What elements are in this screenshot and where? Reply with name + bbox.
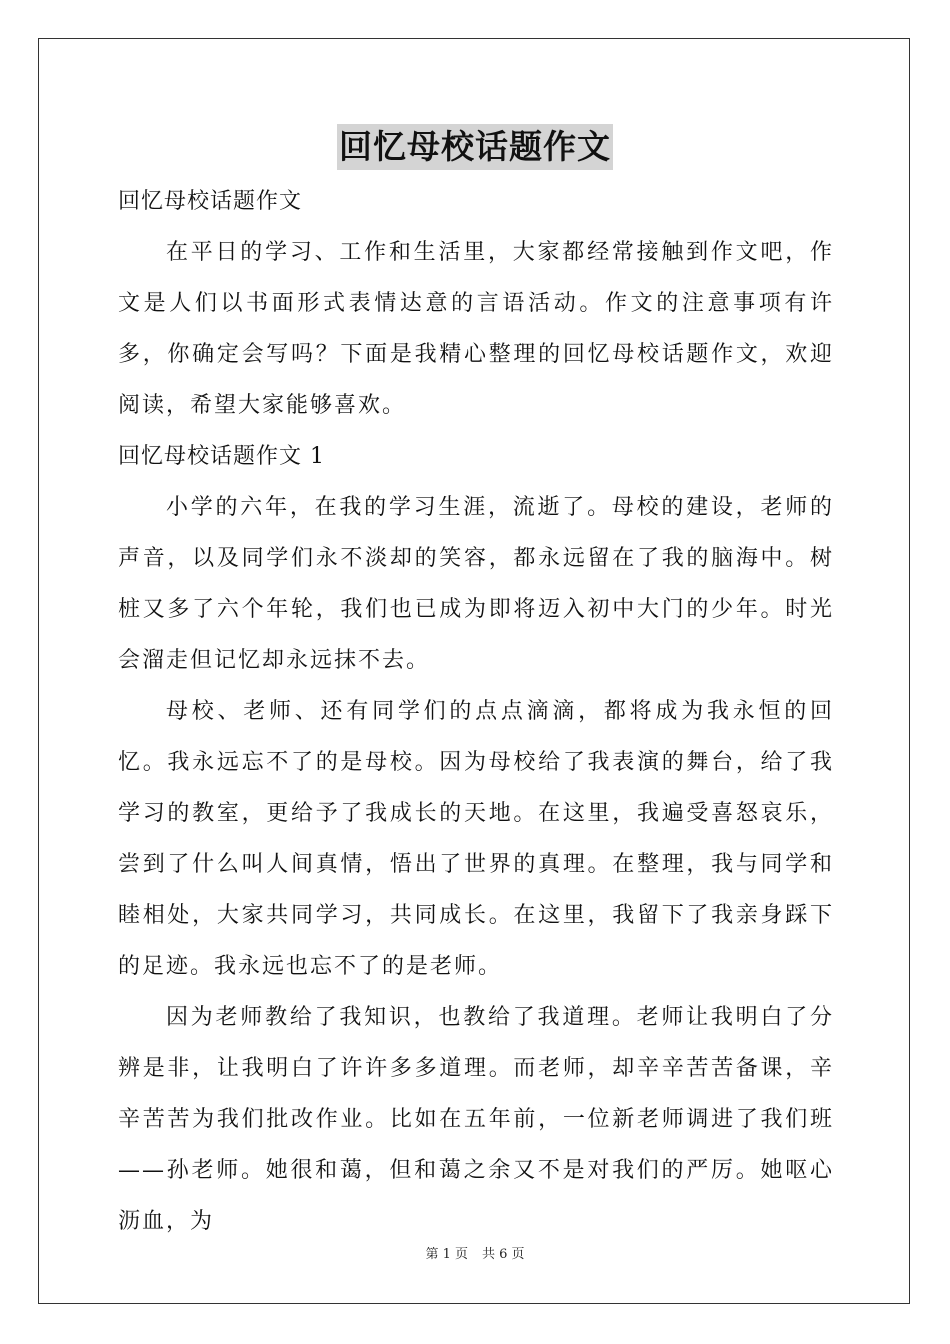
body-paragraph: 在平日的学习、工作和生活里，大家都经常接触到作文吧，作文是人们以书面形式表情达意的言语活动。作文的注意事项有许多，你确定会写吗？下面是我精心整理的回忆母校话题作文，欢迎阅读，希望大家能够喜欢。 — [118, 240, 834, 418]
body-paragraph: 母校、老师、还有同学们的点点滴滴，都将成为我永恒的回忆。我永远忘不了的是母校。因为母校给了我表演的舞台，给了我学习的教室，更给予了我成长的天地。在这里，我遍受喜怒哀乐，尝到了什么叫人间真情，悟出了世界的真理。在整理，我与同学和睦相处，大家共同学习，共同成长。在这里，我留下了我亲身踩下的足迹。我永远也忘不了的是老师。 — [118, 699, 834, 979]
page-footer — [0, 1246, 950, 1264]
section-heading: 回忆母校话题作文 — [118, 189, 303, 214]
body-paragraph: 因为老师教给了我知识，也教给了我道理。老师让我明白了分辨是非，让我明白了许许多多道理。而老师，却辛辛苦苦备课，辛辛苦苦为我们批改作业。比如在五年前，一位新老师调进了我们班——孙老师。她很和蔼，但和蔼之余又不是对我们的严厉。她呕心沥血，为 — [118, 1005, 834, 1234]
document-title-wrap — [0, 124, 950, 170]
document-title: 回忆母校话题作文 — [337, 124, 613, 170]
document-body — [118, 176, 834, 1247]
section-heading: 回忆母校话题作文 1 — [118, 444, 325, 469]
body-paragraph: 小学的六年，在我的学习生涯，流逝了。母校的建设，老师的声音，以及同学们永不淡却的笑容，都永远留在了我的脑海中。树桩又多了六个年轮，我们也已成为即将迈入初中大门的少年。时光会溜走但记忆却永远抹不去。 — [118, 495, 834, 673]
total-pages-indicator: 共 6 页 — [482, 1247, 525, 1262]
current-page-indicator: 第 1 页 — [425, 1247, 468, 1262]
